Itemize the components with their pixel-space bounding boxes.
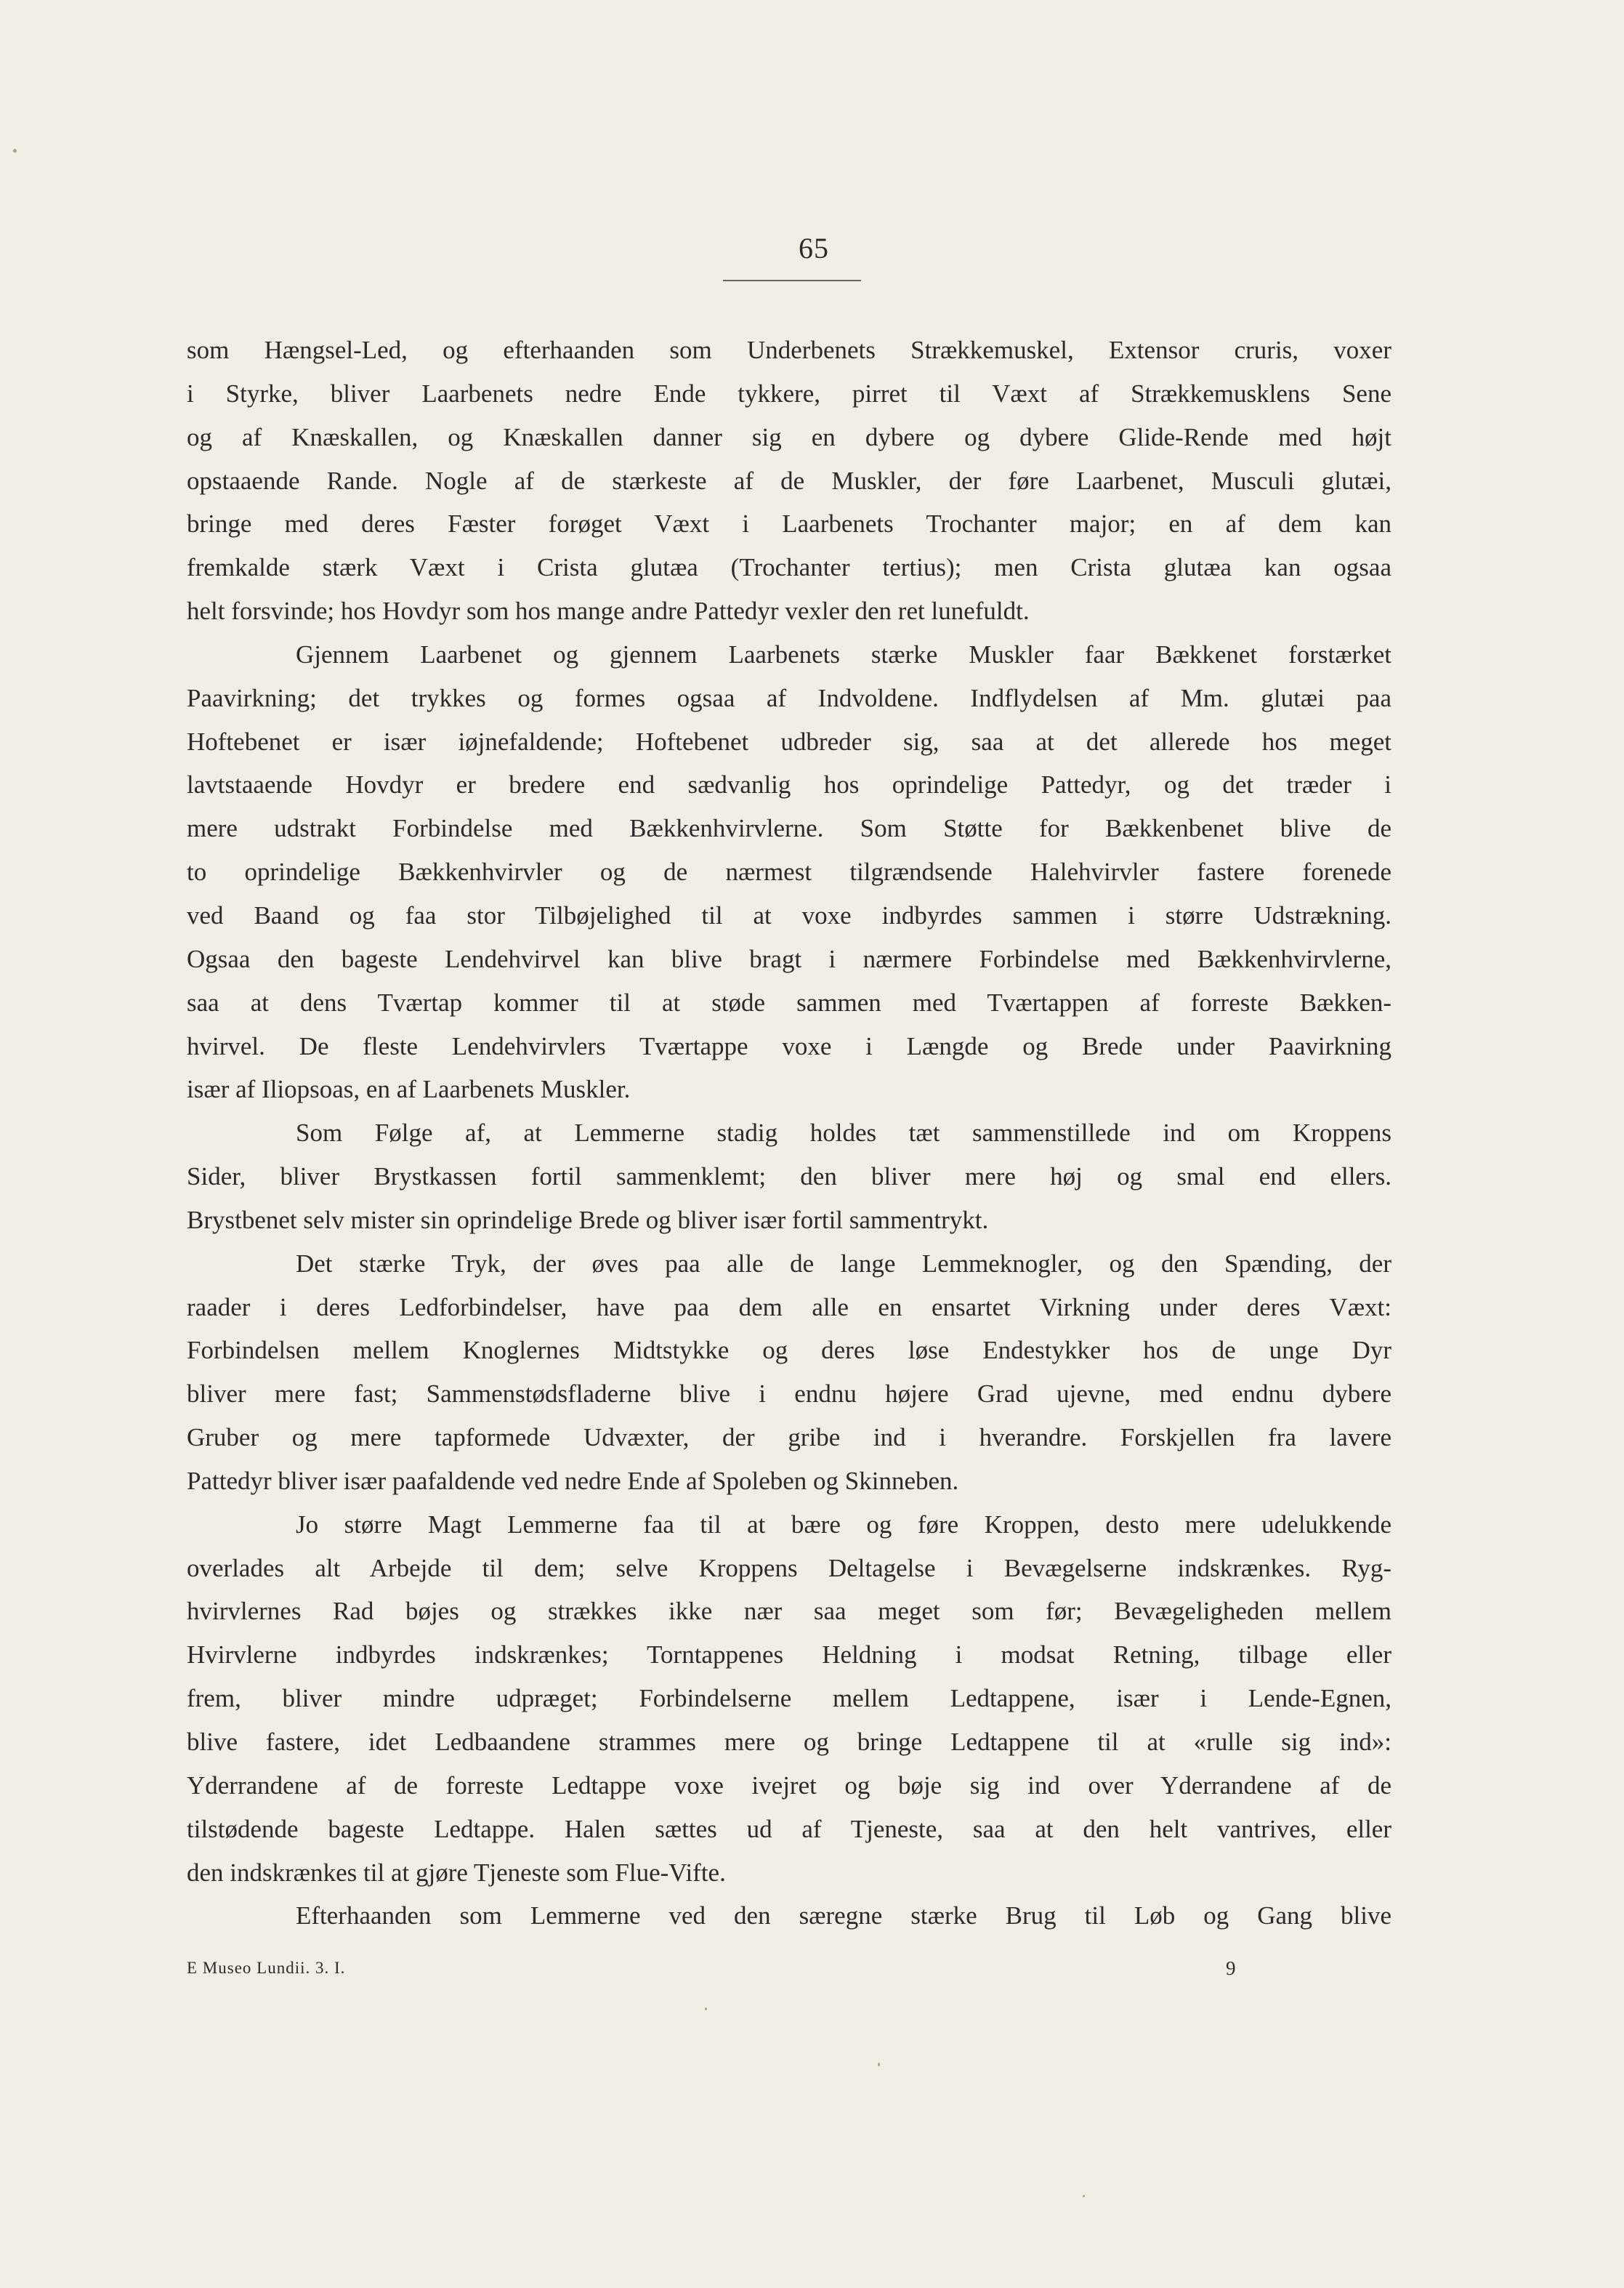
text-line: den indskrænkes til at gjøre Tjeneste som Flue-Vifte. bbox=[187, 1858, 726, 1887]
footer-sheet-number: 9 bbox=[1226, 1957, 1236, 1979]
text-line: ved Baand og faa stor Tilbøjelighed til at voxe indbyrdes sammen i større Udstrækning. bbox=[187, 901, 1391, 930]
text-line: Brystbenet selv mister sin oprindelige Brede og bliver især fortil sammentrykt. bbox=[187, 1205, 989, 1234]
text-line: mere udstrakt Forbindelse med Bækkenhvirvlerne. Som Støtte for Bækkenbenet blive de bbox=[187, 814, 1391, 843]
text-line: hvirvlernes Rad bøjes og strækkes ikke nær saa meget som før; Bevægeligheden mellem bbox=[187, 1597, 1391, 1626]
text-line: Pattedyr bliver især paafaldende ved nedre Ende af Spoleben og Skinneben. bbox=[187, 1466, 959, 1495]
text-line: Sider, bliver Brystkassen fortil sammenklemt; den bliver mere høj og smal end ellers. bbox=[187, 1162, 1391, 1191]
text-line: opstaaende Rande. Nogle af de stærkeste af de Muskler, der føre Laarbenet, Musculi glutæi, bbox=[187, 466, 1391, 495]
text-line: Yderrandene af de forreste Ledtappe voxe ivejret og bøje sig ind over Yderrandene af de bbox=[187, 1771, 1391, 1800]
text-line: Gruber og mere tapformede Udvæxter, der gribe ind i hverandre. Forskjellen fra lavere bbox=[187, 1423, 1391, 1452]
body-text bbox=[187, 329, 1391, 1938]
text-line: bringe med deres Fæster forøget Væxt i Laarbenets Trochanter major; en af dem kan bbox=[187, 509, 1391, 539]
text-line: bliver mere fast; Sammenstødsfladerne blive i endnu højere Grad ujevne, med endnu dybere bbox=[187, 1379, 1391, 1409]
text-line: Gjennem Laarbenet og gjennem Laarbenets stærke Muskler faar Bækkenet forstærket bbox=[296, 640, 1391, 669]
text-line: frem, bliver mindre udpræget; Forbindelserne mellem Ledtappene, især i Lende-Egnen, bbox=[187, 1684, 1391, 1713]
paper-speck bbox=[878, 2063, 880, 2066]
text-line: Det stærke Tryk, der øves paa alle de lange Lemmeknogler, og den Spænding, der bbox=[296, 1249, 1391, 1278]
text-line: især af Iliopsoas, en af Laarbenets Muskler. bbox=[187, 1075, 631, 1104]
text-line: Hvirvlerne indbyrdes indskrænkes; Torntappenes Heldning i modsat Retning, tilbage eller bbox=[187, 1640, 1391, 1669]
text-line: to oprindelige Bækkenhvirvler og de nærmest tilgrændsende Halehvirvler fastere forenede bbox=[187, 858, 1391, 887]
text-line: Hoftebenet er især iøjnefaldende; Hoftebenet udbreder sig, saa at det allerede hos meget bbox=[187, 727, 1391, 756]
text-line: blive fastere, idet Ledbaandene strammes mere og bringe Ledtappene til at «rulle sig ind»: bbox=[187, 1728, 1391, 1756]
text-line: Jo større Magt Lemmerne faa til at bære og føre Kroppen, desto mere udelukkende bbox=[296, 1510, 1391, 1539]
text-line: som Hængsel-Led, og efterhaanden som Underbenets Strækkemuskel, Extensor cruris, voxer bbox=[187, 336, 1391, 364]
text-line: Efterhaanden som Lemmerne ved den særegne stærke Brug til Løb og Gang blive bbox=[296, 1901, 1391, 1930]
page-number: 65 bbox=[799, 232, 829, 265]
text-line: Forbindelsen mellem Knoglernes Midtstykke og deres løse Endestykker hos de unge Dyr bbox=[187, 1336, 1391, 1365]
text-line: raader i deres Ledforbindelser, have paa dem alle en ensartet Virkning under deres Væxt: bbox=[187, 1292, 1391, 1321]
text-line: lavtstaaende Hovdyr er bredere end sædvanlig hos oprindelige Pattedyr, og det træder i bbox=[187, 770, 1391, 799]
text-line: fremkalde stærk Væxt i Crista glutæa (Trochanter tertius); men Crista glutæa kan ogsaa bbox=[187, 553, 1391, 582]
text-line: hvirvel. De fleste Lendehvirvlers Tværtappe voxe i Længde og Brede under Paavirkning bbox=[187, 1031, 1391, 1060]
text-line: Paavirkning; det trykkes og formes ogsaa af Indvoldene. Indflydelsen af Mm. glutæi paa bbox=[187, 683, 1391, 712]
text-line: Som Følge af, at Lemmerne stadig holdes tæt sammenstillede ind om Kroppens bbox=[296, 1119, 1391, 1148]
text-line: tilstødende bageste Ledtappe. Halen sættes ud af Tjeneste, saa at den helt vantrives, eller bbox=[187, 1814, 1391, 1843]
paper-speck bbox=[1083, 2195, 1085, 2197]
footer-signature: E Museo Lundii. 3. I. bbox=[187, 1959, 346, 1977]
paper-speck bbox=[705, 2007, 707, 2010]
text-line: i Styrke, bliver Laarbenets nedre Ende tykkere, pirret til Væxt af Strækkemusklens Sene bbox=[187, 379, 1391, 408]
text-line: overlades alt Arbejde til dem; selve Kroppens Deltagelse i Bevægelserne indskrænkes. Ryg- bbox=[187, 1553, 1391, 1582]
header-rule bbox=[723, 280, 861, 281]
text-line: og af Knæskallen, og Knæskallen danner sig en dybere og dybere Glide-Rende med højt bbox=[187, 422, 1391, 451]
text-line: Ogsaa den bageste Lendehvirvel kan blive bragt i nærmere Forbindelse med Bækkenhvirvlerne, bbox=[187, 944, 1391, 973]
page-footer bbox=[187, 1954, 1391, 1983]
text-line: helt forsvinde; hos Hovdyr som hos mange andre Pattedyr vexler den ret lunefuldt. bbox=[187, 597, 1030, 626]
paper-speck bbox=[13, 149, 17, 153]
text-line: saa at dens Tværtap kommer til at støde sammen med Tværtappen af forreste Bækken- bbox=[187, 988, 1391, 1017]
